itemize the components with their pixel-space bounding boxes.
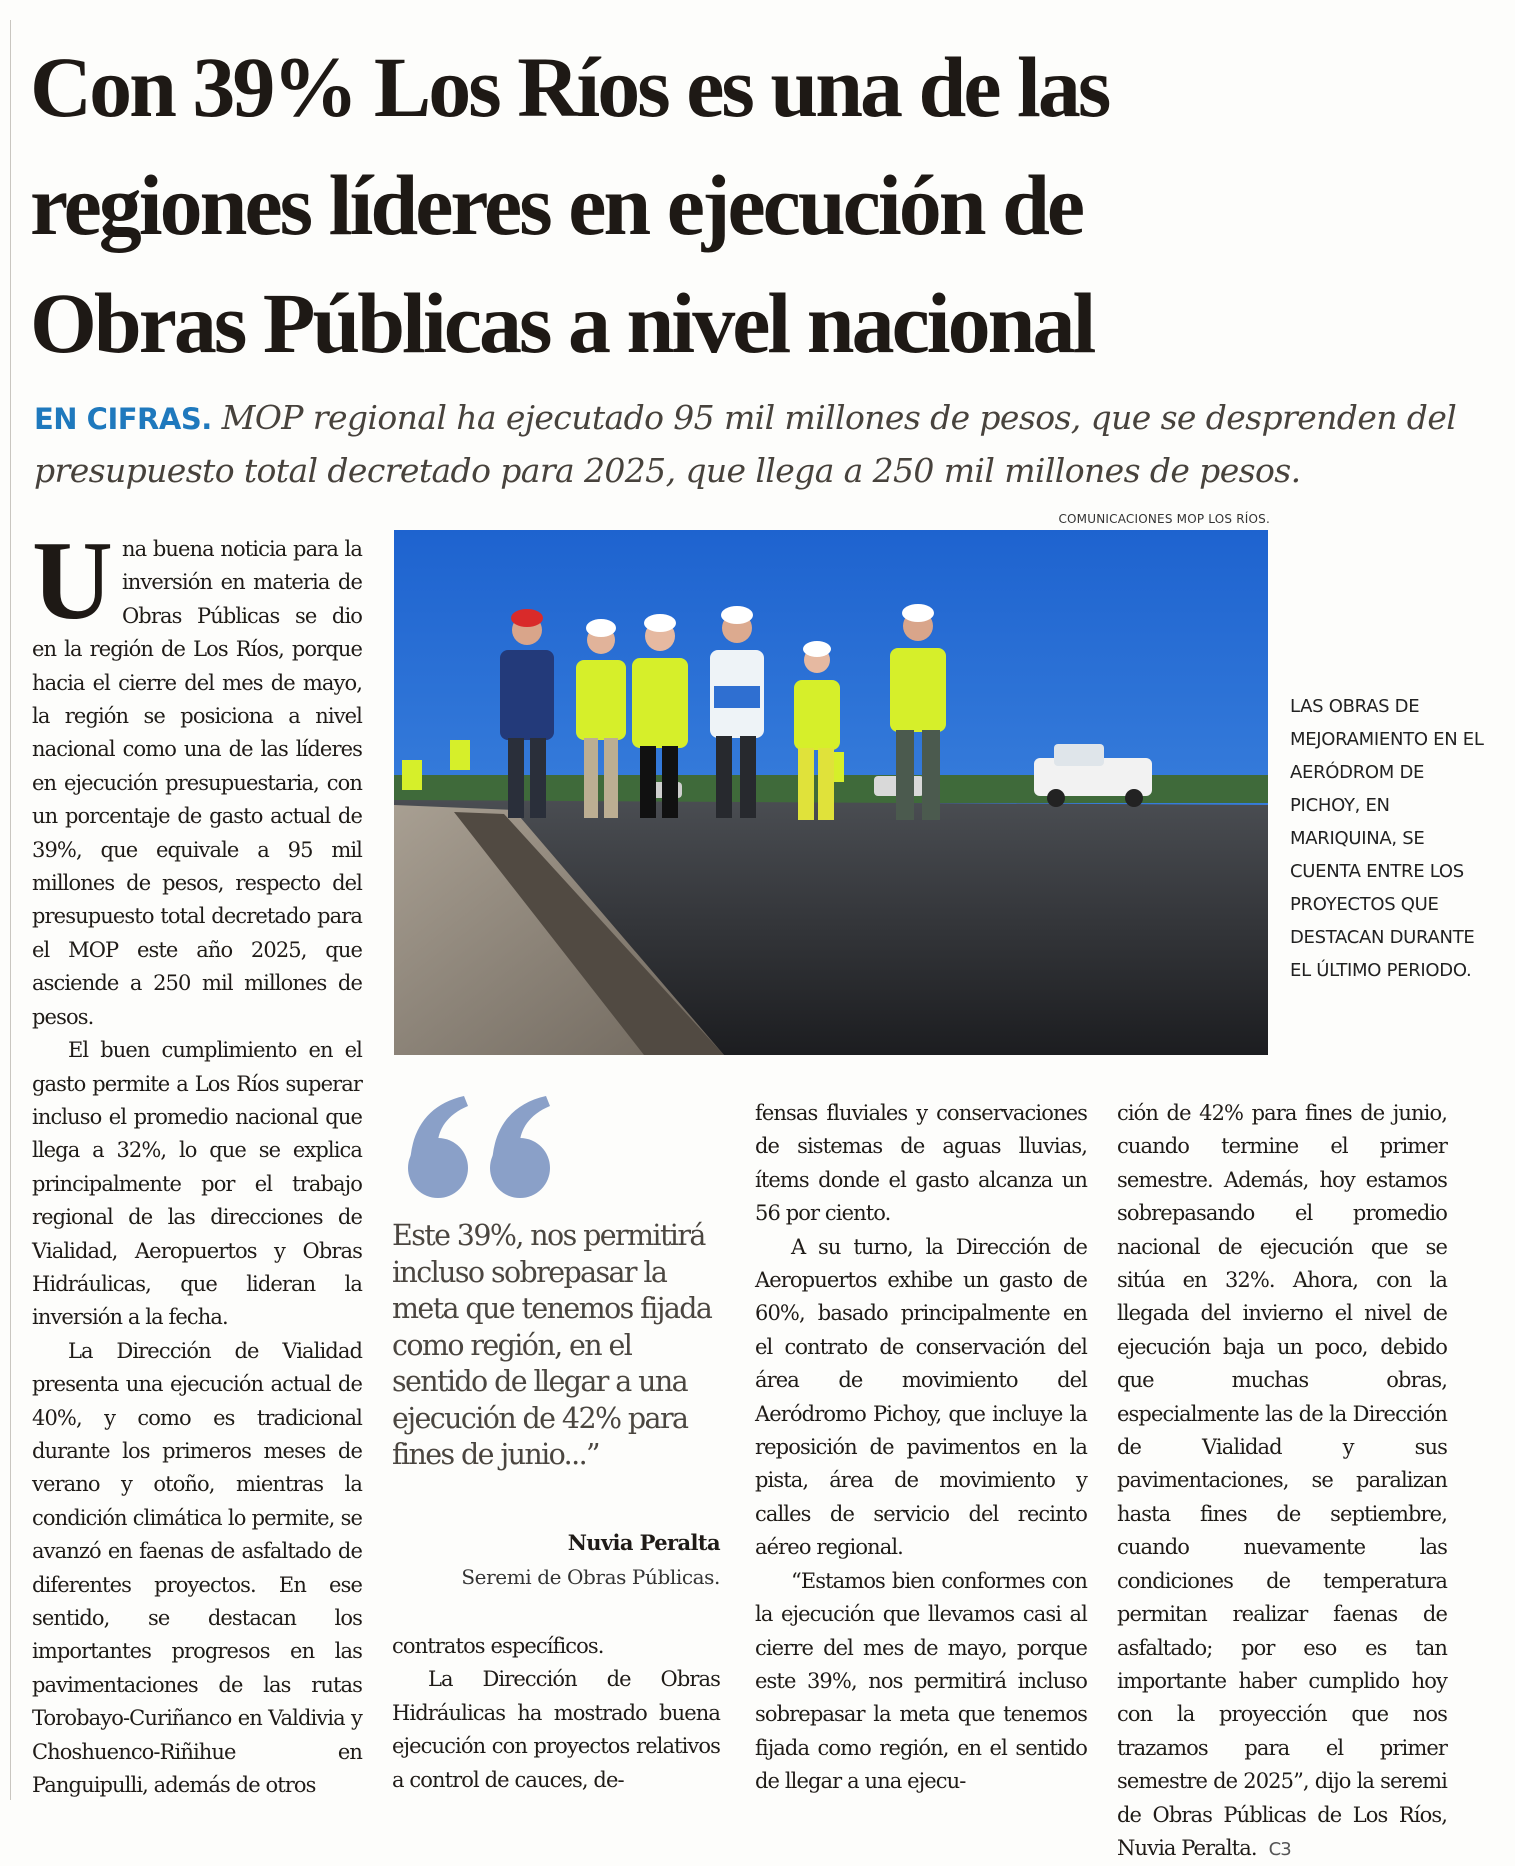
paragraph-7: A su turno, la Dirección de Aeropuertos exhibe un gasto de 60%, basado principalmente en el contrato de conservación del área de movimiento del Aeródromo Pichoy, que incluye la reposición de pavimentos en la pista, área de movimiento y calles de servicio del recinto aéreo regional.: [755, 1234, 1087, 1560]
paragraph-5: La Dirección de Obras Hidráulicas ha mostrado buena ejecución con proyectos relativos a control de cauces, de-: [392, 1667, 720, 1792]
deck-text: MOP regional ha ejecutado 95 mil millones de pesos, que se desprenden del presupuesto total decretado para 2025, que llega a 250 mil millones de pesos.: [34, 398, 1457, 490]
end-mark: C3: [1268, 1838, 1291, 1860]
article-column-2: [392, 1630, 720, 1797]
photo-credit: COMUNICACIONES MOP LOS RÍOS.: [1058, 512, 1270, 526]
article-column-1: [32, 519, 362, 1802]
left-margin-rule: [10, 20, 11, 1800]
quote-mark-icon: [398, 1090, 568, 1200]
paragraph-9-text: ción de 42% para fines de junio, cuando termine el primer semestre. Además, hoy estamos sobrepasando el promedio nacional de ejecución que se sitúa en 32%. Ahora, con la llegada del invierno el nivel de ejecución baja un poco, debido que muchas obras, especialmente las de la Dirección de Vialidad y sus pavimentaciones, se paralizan hasta fines de septiembre, cuando nuevamente las condiciones de temperatura permitan realizar faenas de asfaltado; por eso es tan importante haber cumplido hoy con la proyección que nos trazamos para el primer semestre de 2025”, dijo la seremi de Obras Públicas de Los Ríos, Nuvia Peralta.: [1117, 1101, 1447, 1860]
paragraph-2: El buen cumplimiento en el gasto permite a Los Ríos superar incluso el promedio nacional que llega a 32%, lo que se explica principalmente por el trabajo regional de las direcciones de Vialidad, Aeropuertos y Obras Hidráulicas, que lideran la inversión a la fecha.: [32, 1038, 362, 1330]
headline-line-1: Con 39% Los Ríos es una de las: [30, 39, 1109, 135]
paragraph-3: La Dirección de Vialidad presenta una ejecución actual de 40%, y como es tradicional durante los primeros meses de verano y otoño, mientras la condición climática lo permite, se avanzó en faenas de asfaltado de diferentes proyectos. En ese sentido, se destacan los importantes progresos en las pavimentaciones de las rutas Torobayo-Curiñanco en Valdivia y Choshuenco-Riñihue en Panguipulli, además de otros: [32, 1338, 362, 1798]
photo-illustration: [394, 530, 1268, 1055]
paragraph-1-text: na buena noticia para la inversión en materia de Obras Públicas se dio en la región de Los Ríos, porque hacia el cierre del mes de mayo, la región se posiciona a nivel nacional como una de las líderes en ejecución presupuestaria, con un porcentaje de gasto actual de 39%, que equivale a 95 mil millones de pesos, respecto del presupuesto total decretado para el MOP este año 2025, que asciende a 250 mil millones de pesos.: [32, 537, 362, 1029]
article-column-3: [755, 1097, 1087, 1799]
pull-quote: Este 39%, nos permitirá incluso sobrepasar la meta que tenemos fijada como región, en el sentido de llegar a una ejecución de 42% para fines de junio...”: [392, 1219, 712, 1471]
headline-line-3: Obras Públicas a nivel nacional: [30, 275, 1094, 371]
paragraph-1: [32, 519, 362, 1034]
headline: [30, 28, 1490, 382]
deck-kicker: EN CIFRAS.: [34, 402, 212, 436]
drop-cap: U: [32, 519, 112, 643]
headline-line-2: regiones líderes en ejecución de: [30, 157, 1083, 253]
deck: [34, 392, 1494, 497]
paragraph-6: fensas fluviales y conservaciones de sistemas de aguas lluvias, ítems donde el gasto alcanza un 56 por ciento.: [755, 1101, 1087, 1226]
paragraph-8: “Estamos bien conformes con la ejecución que llevamos casi al cierre del mes de mayo, porque este 39%, nos permitirá incluso sobrepasar la meta que tenemos fijada como región, en el sentido de llegar a una ejecu-: [755, 1568, 1087, 1794]
pull-quote-role: Seremi de Obras Públicas.: [461, 1565, 720, 1589]
photo-caption: LAS OBRAS DE MEJORAMIENTO EN EL AERÓDROM DE PICHOY, EN MARIQUINA, SE CUENTA ENTRE LOS PROYECTOS QUE DESTACAN DURANTE EL ÚLTIMO PERIODO.: [1290, 696, 1484, 981]
paragraph-9: [1117, 1097, 1447, 1866]
article-column-4: [1117, 1097, 1447, 1866]
pull-quote-name: Nuvia Peralta: [567, 1530, 720, 1555]
paragraph-4: contratos específicos.: [392, 1634, 604, 1658]
article-photo: [394, 530, 1268, 1055]
